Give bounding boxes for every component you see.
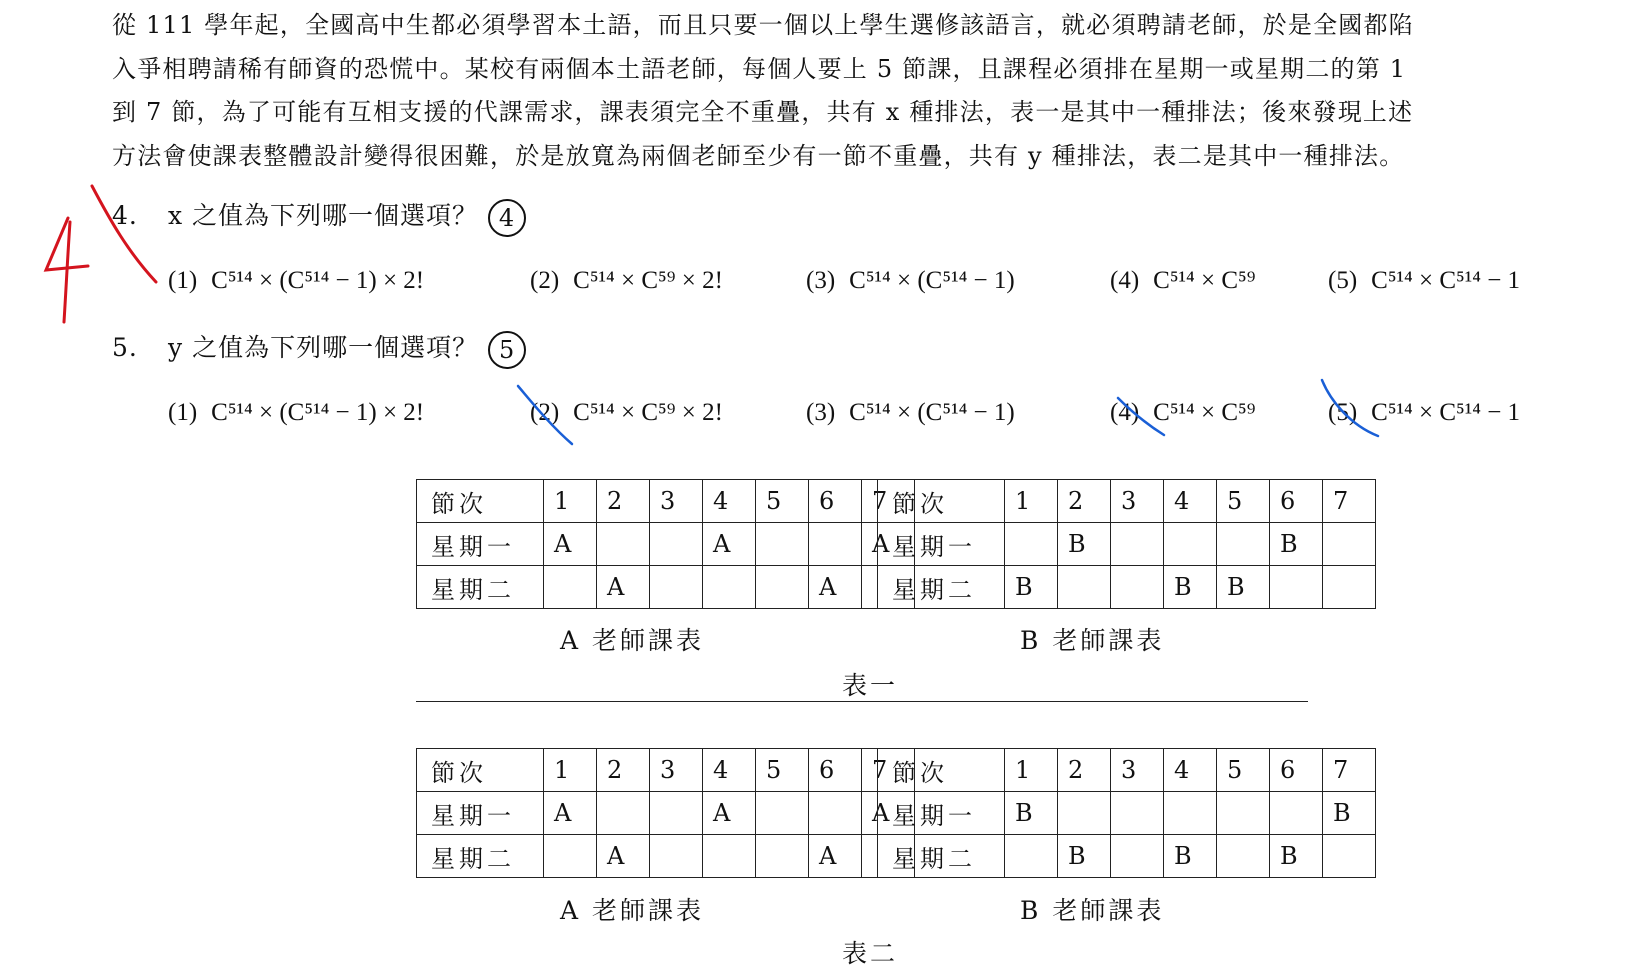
header-label: 節次: [417, 480, 544, 523]
schedule-cell: B: [1270, 835, 1323, 878]
schedule-cell: A: [703, 792, 756, 835]
period-header: 1: [544, 480, 597, 523]
schedule-cell: A: [703, 523, 756, 566]
period-header: 1: [1005, 480, 1058, 523]
q4-option-2: (2) C⁵¹⁴ × C⁵⁹ × 2!: [530, 267, 723, 294]
schedule-cell: A: [544, 523, 597, 566]
schedule-cell: B: [1005, 792, 1058, 835]
period-header: 5: [756, 749, 809, 792]
q4-option-1: (1) C⁵¹⁴ × (C⁵¹⁴ − 1) × 2!: [168, 267, 425, 294]
day-label: 星期一: [878, 523, 1005, 566]
blue-strike-option-5: [1322, 380, 1378, 436]
q5-option-3: (3) C⁵¹⁴ × (C⁵¹⁴ − 1): [806, 399, 1015, 426]
day-label: 星期一: [878, 792, 1005, 835]
q5-option-2: (2) C⁵¹⁴ × C⁵⁹ × 2!: [530, 399, 723, 426]
day-label: 星期二: [878, 835, 1005, 878]
table2-a-caption: A 老師課表: [560, 896, 705, 925]
option-expr: C⁵¹⁴ × C⁵⁹: [1153, 267, 1256, 294]
q5-option-1: (1) C⁵¹⁴ × (C⁵¹⁴ − 1) × 2!: [168, 399, 425, 426]
period-header: 2: [597, 749, 650, 792]
q5-option-5: (5) C⁵¹⁴ × C⁵¹⁴ − 1: [1328, 399, 1521, 426]
day-label: 星期二: [417, 566, 544, 609]
period-header: 7: [1323, 480, 1376, 523]
schedule-cell: A: [809, 566, 862, 609]
table1-caption: 表一: [842, 671, 899, 700]
circled-answer: 4: [488, 199, 526, 237]
schedule-cell: B: [1058, 523, 1111, 566]
period-header: 5: [1217, 480, 1270, 523]
option-expr: C⁵¹⁴ × (C⁵¹⁴ − 1): [849, 399, 1015, 426]
period-header: 3: [650, 480, 703, 523]
schedule-cell: B: [1217, 566, 1270, 609]
paragraph-line: 方法會使課表整體設計變得很困難，於是放寬為兩個老師至少有一節不重疊，共有 y 種排法，表二是其中一種排法。: [112, 141, 1405, 170]
q4-option-3: (3) C⁵¹⁴ × (C⁵¹⁴ − 1): [806, 267, 1015, 294]
circled-answer: 5: [488, 331, 526, 369]
option-expr: C⁵¹⁴ × C⁵⁹: [1153, 399, 1256, 426]
period-header: 7: [862, 480, 915, 523]
schedule-cell: A: [862, 523, 915, 566]
red-handwritten-mark: [46, 186, 156, 322]
option-expr: C⁵¹⁴ × C⁵⁹ × 2!: [573, 267, 723, 294]
period-header: 3: [650, 749, 703, 792]
option-expr: C⁵¹⁴ × (C⁵¹⁴ − 1): [849, 267, 1015, 294]
schedule-cell: B: [1164, 835, 1217, 878]
period-header: 7: [862, 749, 915, 792]
period-header: 6: [1270, 749, 1323, 792]
period-header: 4: [1164, 749, 1217, 792]
option-expr: C⁵¹⁴ × C⁵⁹ × 2!: [573, 399, 723, 426]
schedule-cell: B: [1005, 566, 1058, 609]
question-number: 5.: [112, 333, 138, 362]
option-expr: C⁵¹⁴ × C⁵¹⁴ − 1: [1371, 399, 1521, 426]
period-header: 6: [809, 480, 862, 523]
question-number: 4.: [112, 201, 138, 230]
period-header: 3: [1111, 749, 1164, 792]
period-header: 2: [1058, 480, 1111, 523]
schedule-cell: B: [1164, 566, 1217, 609]
option-expr: C⁵¹⁴ × (C⁵¹⁴ − 1) × 2!: [211, 399, 425, 426]
table1-b-caption: B 老師課表: [1020, 626, 1165, 655]
table2-b-caption: B 老師課表: [1020, 896, 1165, 925]
period-header: 6: [1270, 480, 1323, 523]
period-header: 4: [703, 749, 756, 792]
question-text: y 之值為下列哪一個選項？: [168, 333, 479, 362]
period-header: 1: [1005, 749, 1058, 792]
period-header: 4: [703, 480, 756, 523]
day-label: 星期一: [417, 792, 544, 835]
schedule-cell: B: [1323, 792, 1376, 835]
period-header: 5: [756, 480, 809, 523]
schedule-cell: B: [1058, 835, 1111, 878]
question-text: x 之值為下列哪一個選項？: [168, 201, 479, 230]
paragraph-line: 從 111 學年起，全國高中生都必須學習本土語，而且只要一個以上學生選修該語言，就必須聘請老師，於是全國都陷: [112, 11, 1414, 39]
schedule-cell: A: [597, 835, 650, 878]
q4-option-4: (4) C⁵¹⁴ × C⁵⁹: [1110, 267, 1256, 294]
period-header: 1: [544, 749, 597, 792]
option-expr: C⁵¹⁴ × (C⁵¹⁴ − 1) × 2!: [211, 267, 425, 294]
day-label: 星期二: [878, 566, 1005, 609]
schedule-cell: A: [597, 566, 650, 609]
period-header: 6: [809, 749, 862, 792]
period-header: 7: [1323, 749, 1376, 792]
blue-strike-option-4: [1118, 398, 1164, 435]
schedule-cell: A: [862, 792, 915, 835]
paragraph-line: 入爭相聘請稀有師資的恐慌中。某校有兩個本土語老師，每個人要上 5 節課，且課程必須排在星期一或星期二的第 1: [112, 54, 1407, 83]
schedule-cell: A: [544, 792, 597, 835]
table2-caption: 表二: [842, 939, 899, 968]
schedule-cell: B: [1270, 523, 1323, 566]
day-label: 星期二: [417, 835, 544, 878]
header-label: 節次: [417, 749, 544, 792]
blue-strike-option-2: [518, 386, 572, 444]
day-label: 星期一: [417, 523, 544, 566]
period-header: 5: [1217, 749, 1270, 792]
schedule-cell: A: [809, 835, 862, 878]
header-label: 節次: [878, 480, 1005, 523]
header-label: 節次: [878, 749, 1005, 792]
period-header: 2: [1058, 749, 1111, 792]
paragraph-line: 到 7 節，為了可能有互相支援的代課需求，課表須完全不重疊，共有 x 種排法，表一是其中一種排法；後來發現上述: [112, 98, 1414, 126]
period-header: 2: [597, 480, 650, 523]
period-header: 3: [1111, 480, 1164, 523]
period-header: 4: [1164, 480, 1217, 523]
q5-option-4: (4) C⁵¹⁴ × C⁵⁹: [1110, 399, 1256, 426]
table1-a-caption: A 老師課表: [560, 626, 705, 655]
option-expr: C⁵¹⁴ × C⁵¹⁴ − 1: [1371, 267, 1521, 294]
q4-option-5: (5) C⁵¹⁴ × C⁵¹⁴ − 1: [1328, 267, 1521, 294]
